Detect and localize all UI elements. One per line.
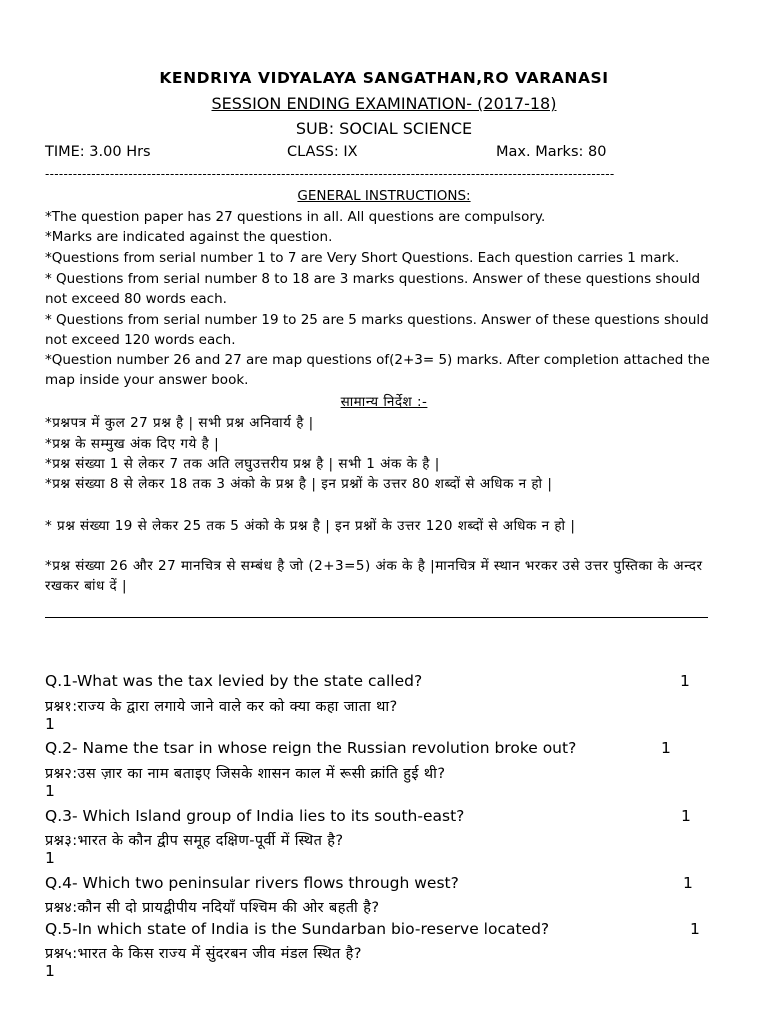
instruction-en-3: *Questions from serial number 1 to 7 are Very Short Questions. Each question carries 1 mark. [45,250,680,266]
instruction-hi-6: *प्रश्न संख्या 26 और 27 मानचित्र से सम्बंध है जो (2+3=5) अंक के है |मानचित्र में स्थान भरकर उसे उत्तर पुस्तिका के अन्दर रखकर बांध दें | [45,558,703,594]
max-marks-info: Max. Marks: 80 [496,144,607,160]
question-3-hi-marks: 1 [45,849,55,867]
question-3-hi: प्रश्न३:भारत के कौन द्वीप समूह दक्षिण-पूर्वी में स्थित है? [45,833,344,849]
question-2-hi-marks: 1 [45,782,55,800]
question-4-hi: प्रश्न४:कौन सी दो प्रायद्वीपीय नदियाँ पश्चिम की ओर बहती है? [45,900,380,916]
instruction-hi-5: * प्रश्न संख्या 19 से लेकर 25 तक 5 अंको के प्रश्न है | इन प्रश्नों के उत्तर 120 शब्दों से अधिक न हो | [45,518,576,534]
question-3-en: Q.3- Which Island group of India lies to its south-east? [45,807,465,825]
instruction-en-5: * Questions from serial number 19 to 25 are 5 marks questions. Answer of these questions should not exceed 120 words each. [45,312,709,348]
subject-title: SUB: SOCIAL SCIENCE [295,119,473,138]
instruction-en-1: *The question paper has 27 questions in all. All questions are compulsory. [45,209,546,225]
question-5-en: Q.5-In which state of India is the Sundarban bio-reserve located? [45,920,550,938]
instruction-hi-4: *प्रश्न संख्या 8 से लेकर 18 तक 3 अंको के प्रश्न है | इन प्रश्नों के उत्तर 80 शब्दों से अधिक न हो | [45,476,553,492]
question-2-marks: 1 [661,739,671,757]
time-info: TIME: 3.00 Hrs [45,144,151,160]
question-4-marks: 1 [683,874,693,892]
question-1-marks: 1 [680,672,690,690]
horizontal-rule [45,617,708,618]
question-1-en: Q.1-What was the tax levied by the state called? [45,672,423,690]
question-2-hi: प्रश्न२:उस ज़ार का नाम बताइए जिसके शासन काल में रूसी क्रांति हुई थी? [45,766,446,782]
exam-title: SESSION ENDING EXAMINATION- (2017-18) [211,94,557,113]
question-4-en: Q.4- Which two peninsular rivers flows through west? [45,874,459,892]
question-5-hi-marks: 1 [45,962,55,980]
school-name: KENDRIYA VIDYALAYA SANGATHAN,RO VARANASI [159,69,609,87]
question-3-marks: 1 [681,807,691,825]
instruction-hi-2: *प्रश्न के सम्मुख अंक दिए गये है | [45,436,220,452]
instruction-en-6: *Question number 26 and 27 are map questions of(2+3= 5) marks. After completion attached the map inside your answer book. [45,352,710,388]
question-1-hi: प्रश्न१:राज्य के द्वारा लगाये जाने वाले कर को क्या कहा जाता था? [45,699,398,715]
question-1-hi-marks: 1 [45,715,55,733]
instruction-en-4: * Questions from serial number 8 to 18 are 3 marks questions. Answer of these questions should not exceed 80 words each. [45,271,701,307]
hindi-instructions-title: सामान्य निर्देश :- [340,394,428,410]
separator-line: --------------------------------------------------------------------------------------------------------------------------- [45,167,615,181]
instruction-hi-3: *प्रश्न संख्या 1 से लेकर 7 तक अति लघुउत्तरीय प्रश्न है | सभी 1 अंक के है | [45,456,440,472]
instruction-en-2: *Marks are indicated against the question. [45,229,333,245]
question-5-hi: प्रश्न५:भारत के किस राज्य में सुंदरबन जीव मंडल स्थित है? [45,946,362,962]
question-5-marks: 1 [690,920,700,938]
question-2-en: Q.2- Name the tsar in whose reign the Russian revolution broke out? [45,739,577,757]
class-info: CLASS: IX [287,144,358,160]
instruction-hi-1: *प्रश्नपत्र में कुल 27 प्रश्न है | सभी प्रश्न अनिवार्य है | [45,415,314,431]
general-instructions-title: GENERAL INSTRUCTIONS: [297,188,471,204]
